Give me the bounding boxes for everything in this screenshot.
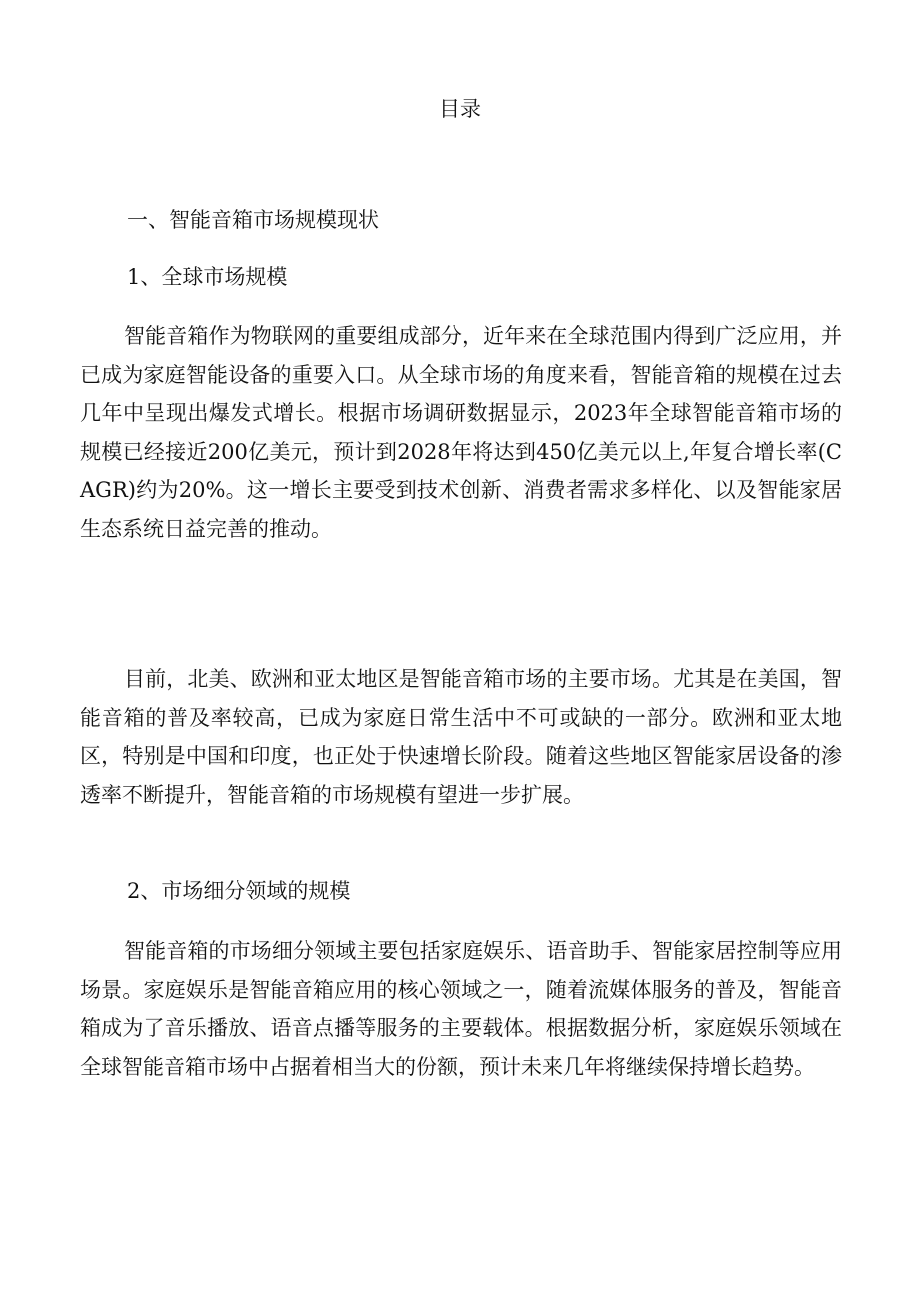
paragraph-regional-markets: 目前，北美、欧洲和亚太地区是智能音箱市场的主要市场。尤其是在美国，智能音箱的普及率较高，已成为家庭日常生活中不可或缺的一部分。欧洲和亚太地区，特别是中国和印度，也正处于快速增长阶段。随着这些地区智能家居设备的渗透率不断提升，智能音箱的市场规模有望进一步扩展。 (80, 667, 842, 807)
page-title: 目录 (439, 97, 481, 121)
subsection-heading-global-market: 1、全球市场规模 (127, 265, 288, 289)
section-heading: 一、智能音箱市场规模现状 (127, 208, 379, 232)
paragraph-global-market-size: 智能音箱作为物联网的重要组成部分，近年来在全球范围内得到广泛应用，并已成为家庭智能设备的重要入口。从全球市场的角度来看，智能音箱的规模在过去几年中呈现出爆发式增长。根据市场调研数据显示，2023年全球智能音箱市场的规模已经接近200亿美元，预计到2028年将达到450亿美元以上,年复合增长率(CAGR)约为20%。这一增长主要受到技术创新、消费者需求多样化、以及智能家居生态系统日益完善的推动。 (80, 324, 842, 541)
paragraph-market-segments: 智能音箱的市场细分领域主要包括家庭娱乐、语音助手、智能家居控制等应用场景。家庭娱乐是智能音箱应用的核心领域之一，随着流媒体服务的普及，智能音箱成为了音乐播放、语音点播等服务的主要载体。根据数据分析，家庭娱乐领域在全球智能音箱市场中占据着相当大的份额，预计未来几年将继续保持增长趋势。 (80, 939, 842, 1079)
subsection-heading-market-segments: 2、市场细分领域的规模 (127, 879, 351, 903)
